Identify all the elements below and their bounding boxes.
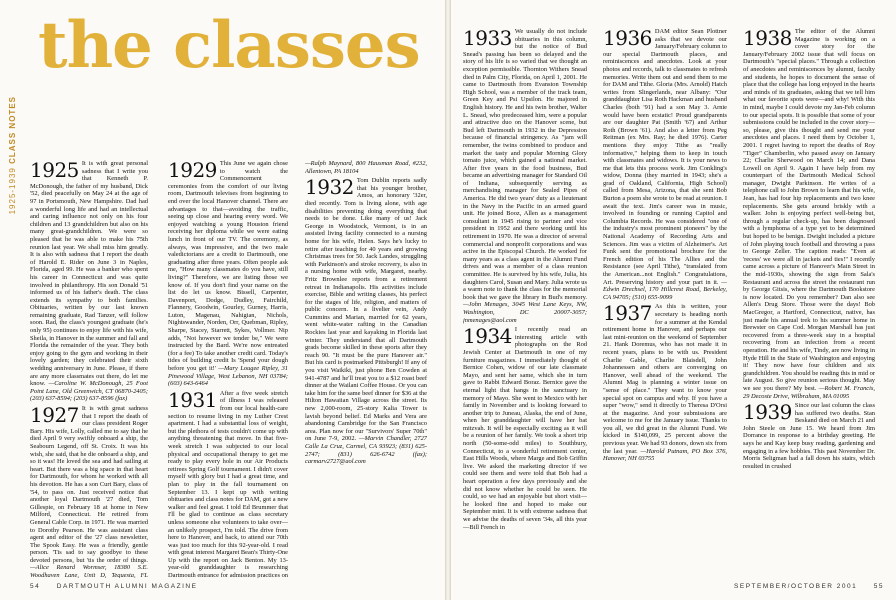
left-column-2 <box>168 160 288 578</box>
class-note-text: As this is written, your secretary is heading north for a summer at the Kendal retirement home in Hanover, and perhaps our last mini-reunion on the weekend of September 21. Hank Doremus, who has not made it in recent years, plans to be with us. President Charlie Gable, Charlie Blaisdell, John Johannessen and others are converging on Hanover, well ahead of the weekend. The Alumni Mag is planning a winter issue on "sense of place." They want to know your special spot on campus and why. If you have a super "wow," send it directly to Theresa D'Orsi at the magazine. And your submissions are welcome to me for the January issue. Thanks to you all, we did great in the Alumni Fund. We kicked in $140,099, 25 percent above the previous year. We had 93 donors, down six from the last year. <box>603 303 727 455</box>
right-footer <box>734 583 884 590</box>
class-note-signature: —Mary Lougee Ripley, 31 Pinewood Village, West Lebanon, NH 03784; (603) 643-6464 <box>168 365 288 388</box>
class-note-text: Since our last column the class has suffered two deaths. Stan Beskand died on March 21 and John Steele on June 15. We heard from Jim Dorrance in response to a birthday greeting. He says he and Kay keep busy reading, gardening and engaging in a few hobbies. This past November Dr. Morris Seligman had a fall down his stairs, which resulted in crushed <box>743 402 875 470</box>
left-column-1 <box>30 160 148 578</box>
class-note-text: Tom Dublin reports sadly that his younger brother, Amos, an honorary '32er, died recently. Tom is living alone, with age disabilities preventing doing everything that needs to be done. Like many of us! Jack George in Woodstock, Vermont, is in an assisted living facility connected to a nursing home for his wife, Helen. Says he's lucky to retire after teaching for 40 years and growing Christmas trees for 50. Jack Landes, struggling with Parkinson's and stroke recovery, is also in a nursing home with wife, Margaret, nearby. Fritz Brownlee reports from a retirement retreat in Indianapolis. His activities include exercise, Bible and writing classes, his perfect for the stages of life, religion, and matters of public concern. In a livelier vein, Andy Cummins and Marian, married for 62 years, went white-water rafting in the Canadian Rockies last year and kayaking in Florida last winter. They understand that all Dartmouth grads become skilled in these sports after they reach 90. "It must be the pure Hanover air." But his card is postmarked Pittsburgh! If any of you visit Waikiki, just phone Ben Cowden at 941-4787 and he'll treat you to a $12 roast beef dinner at the Wailani Coffee House. Or you can take him for the same beef dinner for $36 at the Hilton Hawaiian Village across the street. Its new 2,000-room, 25-story Kalia Tower is lavish beyond belief. Ed Marks and Vera are abandoning Cambridge for the San Francisco area. Plan now for our "Survivors' Super 70th" on June 7-9, 2002. <box>305 177 427 443</box>
class-note-1933 <box>463 28 587 324</box>
class-note-text: I recently read an interesting article with photographs on the Rod Jewish Center at Dartmouth in one of my furniture magazines. I immediately thought of Bernice Cohen, widow of our late classmate Mayo, and sent her same, which she in turn gave to Rabbi Edward Boraz. Bernice gave the eternal light that hangs in the sanctuary in memory of Mayo. She went to Mexico with her family in November and is looking forward to another trip to Juneau, Alaska, the end of June, when her granddaughter will have her bat mitzvah. It will be especially exciting as it will be a reunion of her family. We took a short trip north (50-some-odd miles) to Southbury, Connecticut, to a wonderful retirement center, East Hills Woods, where Marge and Bob Griffin live. We asked the marketing director if we could see them and were told that Bob had a heart operation a few days previously and she did not know whether he could be seen. He could, so we had an enjoyable but short visit—he looked fine and hoped to make our September mini. It is with extreme sadness that we advise the deaths of seven '34s, all this year—Bill French in <box>463 326 587 531</box>
class-note-text: The editor of the Alumni Magazine is working on a cover story for the January/February 2002 issue that will focus on Dartmouth's "special places." Through a collection of anecdotes and reminiscences by alumni, faculty and students, he hopes to document the sense of place that the college has long enjoyed in the hearts and minds of its graduates, asking that we tell him what our favorite spots were—and why! With this in mind, maybe I could devote my Jan-Feb column to our special spots. It is possible that some of your submissions could be included in the cover story—so, please, give this thought and send me your anecdotes and places. I need them by October 1, 2001. I regret having to report the deaths of Roy "Tiger" Chamberlin, who passed away on January 22; Charlie Sherwood on March 14; and Dana Lowell on April 9. Again I have help from my counterpart of the Dartmouth Medical School manager, Dwight Parkinson. He writes of a telephone call to John Brown to learn that his wife, Jean, has had four hip replacements and two knee replacements. She gets around briskly with a walker. John is enjoying perfect well-being but, through a regular check-up, has been diagnosed with a lymphoma of a type yet to be determined but hoped to be benign. Dwight included a picture of John playing touch football and throwing a pass to George Zeller. The caption reads: "Even at 'recess' we were all in jackets and ties!" I recently came across a picture of Hanover's Main Street in the mid-1930s, showing the sign from Sala's Restaurant and across the street the restaurant run by George Gitsis, where the Dartmouth Bookstore is now located. Do you remember? Dan also see Allen's Drug Store. Those were the days! Bob MacGregor, a Hartford, Connecticut, native, has just made his annual trek to his summer home in Brewster on Cape Cod. Morgan Marshall has just recovered from a three-week stay in a hospital recovering from an infection from a recent operation. He and his wife, Tindy, are now living in Hyde Hill in the State of Washington and enjoying it! They now have four children and six grandchildren. You should be reading this in mid or late August. So give reunion serious thought. May we see you there? My best. <box>743 28 875 392</box>
class-note-text: It is with great personal sadness that I write you that Kenneth P. McDonough, the father of my husband, Dick '52, died peacefully on May 24 at the age of 97 in Portsmouth, New Hampshire. Dad had a wonderful long life and had an intellectual and caring influence not only on his four children and 13 grandchildren but also on his many great-grandchildren. We were so pleased that he was able to make his 75th reunion last year. We shall miss him greatly. It is also with sadness that I report the death of Harold E. Rider on June 3 in Naples, Florida, aged 99. He was a banker who spent his career in Connecticut and was quite involved in philanthropy. His son Donald '51 informed us of his father's death. The class extends its sympathy to both families. Obituaries, written by our last known remaining graduate, Rad Tanzer, will follow soon. Rad, the class's youngest graduate (he's only 95) continues to enjoy life with his wife, Sheila, in Hanover in the summer and fall and Florida the remainder of the year. They both enjoy going to the gym and working in their lovely garden; they celebrated their sixth wedding anniversary in June. Please, if there are any more classmates out there, do let me know. <box>30 160 148 388</box>
class-year: 1932 <box>305 175 354 200</box>
class-note-signature: —Harold Putnam, PO Box 376, Hanover, NH 03755 <box>603 447 727 463</box>
right-page <box>451 0 896 600</box>
class-year: 1925 <box>30 160 79 182</box>
class-note-text: We usually do not include obituaries in this column, but the notice of Bud Snead's passing has been so delayed and the story of his life is so varied that we thought an exception permissible. Thornton Withers Snead died in Palm City, Florida, on April 1, 2001. He came to Dartmouth from Evanston Township High School, was a member of the track team, Green Key and Psi Upsilon. He majored in English history. He and his twin brother, Walter L. Snead, who predeceased him, were a popular and attractive duo on the Hanover scene, but Bud left Dartmouth in 1932 in the Depression because of financial stringency. As "jam will remember, the twins combined to produce and market the tasty and popular Morning Glory tomato juice, which gained a national market. After five years in the food business, Bud became an advertising manager for Standard Oil of Indiana, subsequently serving as merchandising manager for Sealed Pipes of America. He did two years' duty as a lieutenant in the Navy in the Pacific in an armed guard unit. He joined Booz, Allen as a management consultant in 1945 rising to partner and vice president in 1952 and there working until his retirement in 1970. He was a director of several commercial and nonprofit corporations and was active in the Episcopal Church. He worked for many years as a class agent in the Alumni Fund drives and was a member of a class reunion committee. He is survived by his wife, Julia, his daughters Carol, Susan and Mary. Julia wrote us a warm note to thank the class for the memorial book that we gave the library in Bud's memory. <box>463 28 587 301</box>
class-note-signature: —Ralph Maynard, 800 Hausman Road, #232, Allentown, PA 18104 <box>305 160 427 175</box>
side-label-years: 1925-1939 <box>8 167 17 215</box>
class-year: 1938 <box>743 28 792 50</box>
section-title: the classes <box>38 8 420 83</box>
class-note-signature: —John Menages, 3045 West Lane Keys, NW, Washington, DC 20007-3057; jnmenages@aol.com <box>463 301 587 324</box>
class-note-1931 <box>168 387 288 578</box>
magazine-name: DARTMOUTH ALUMNI MAGAZINE <box>56 583 198 590</box>
class-year: 1929 <box>168 160 217 182</box>
class-note-text: This June we again chose to watch the Commencement ceremonies from the comfort of our living room, Dartmouth televises from beginning to end over the local Hanover channel. There are advantages to that—avoiding the traffic, seeing up close and hearing every word. We enjoyed watching a young Houston friend receiving her diploma while we were eating lunch in front of our TV. The ceremony, as always, was impressive, and the two male valedictorians are a credit to Dartmouth, one graduating after three years. Often people ask me, "How many classmates do you have, still living?" Therefore, we are listing those we know of. If you don't find your name on the list do let us know. Bissell, Carpenter, Davenport, Dodge, Dudley, Fairchild, Flannery, Goodwin, Gourley, Gurney, Harris, Luton, Magenau, Nahigian, Nichols, Nightswander, Norden, Orr, Quebman, Ripley, Sharpe, Stacey, Starrett, Sykes, Vollmer. Nip adds, "Not however we tender be," We were instructed by the Bard. We're now entreated (for a fee) To take another credit card. Today's tides of building credit Is 'Spend your dough before you get it!' <box>168 160 288 373</box>
class-note-1931-cont <box>305 160 427 175</box>
class-year: 1936 <box>603 28 652 50</box>
class-note-text: After a five week stretch of illness I was released from our local health-care section to resume living in my Luther Crest apartment. I had a substantial loss of weight, but the plethora of tests couldn't come up with anything threatening that move. In that five-week stretch I was subjected to our local physical and occupational therapy to get me ready to play every hole in our Air Products retirees Spring Golf tournament. I didn't cover myself with glory but I had a great time, and plan to play in the fall tournament on September 13. I kept up with writing obituaries and class notes for DAM, got a new walker and feel great. I told Ed Brummer that I'll be glad to continue as class secretary unless someone else volunteers to take over—an unlikely prospect, I'm told. The drive from here to Hanover, and back, to attend our 70th was just too much for this 92-year-old. I read with great interest Margaret Bean's Thirty-One Up with the report on Jack Benton. My 13-year-old granddaughter is researching Dartmouth entrance for admission practices on <box>168 389 288 578</box>
class-note-1938 <box>743 28 875 400</box>
class-year: 1933 <box>463 28 512 50</box>
side-label <box>8 96 17 214</box>
left-column-3 <box>305 160 427 578</box>
class-year: 1939 <box>743 400 792 425</box>
right-column-3 <box>743 28 875 578</box>
class-note-signature: —Marvin Chandler, 2727 Calle La Cruz, Carmel, CA 93923; (831) 625-2747; (831) 626-6742 (fax); carmarv2727@aol.com <box>305 435 427 466</box>
left-footer <box>30 583 197 590</box>
left-page <box>0 0 445 600</box>
page-number: 54 <box>30 583 41 590</box>
class-note-1929 <box>168 160 288 388</box>
class-note-1927 <box>30 405 148 578</box>
class-year: 1931 <box>168 387 217 412</box>
class-note-1936 <box>603 28 727 301</box>
class-note-1937 <box>603 303 727 462</box>
page-number: 55 <box>873 583 884 590</box>
class-year: 1934 <box>463 324 512 349</box>
class-note-signature: —Edwin Drechsel, 170 Hillcrest Road, Berkeley, CA 94705; (510) 655-9099 <box>603 278 727 301</box>
class-year: 1927 <box>30 403 79 427</box>
side-label-section: CLASS NOTES <box>8 96 17 164</box>
class-year: 1937 <box>603 301 652 326</box>
class-note-1934 <box>463 326 587 531</box>
class-note-1939 <box>743 402 875 470</box>
right-column-1 <box>463 28 587 578</box>
class-note-text: It is with great sadness that I report the death of our class president Roger Bary. His wife, Lolly, called me to say that he died April 9 very swiftly onboard a ship, the Seabourn Legend, off St. Croix. It was his wish, she said, that he die onboard a ship, and so it was! He loved the sea and had sailing at heart. But there was a big space in that heart for Dartmouth, for whom he worked with all his devotion. He has a son Curt Bary, class of '54, to pass on. Just received notice that another loyal Dartmouth '27 died, Tom Gillespie, on February 18 at home in New Milford, Connecticut. He retired from General Cable Corp. in 1971. He was married to Dorothy Pearson. He was assistant class agent and editor of the '27 class newsletter, The Spook Easy. He was a friendly, gentle person. 'Tis sad to say goodbye to these devoted persons, but 'tis the order of things. <box>30 405 148 564</box>
class-note-signature: —Caroline W. McDonough, 25 Foot Point Lane, Old Greenwich, CT 06870-2405; (203) 637-8594; (203) 637-8596 (fax) <box>30 380 148 403</box>
class-note-1932 <box>305 177 427 466</box>
issue-date: SEPTEMBER/OCTOBER 2001 <box>734 583 858 590</box>
class-note-signature: —Alice Renard Wormser, 18380 S.E. Woodhaven Lane, Unit D, Tequesta, FL <box>30 564 148 578</box>
class-note-signature: —Robert M. Francis, 29 Decoste Drive, Wilbraham, MA 01095 <box>743 384 875 400</box>
class-note-text: DAM editor Sean Plottner asks that we devote our January/February column to our special Dartmouth places, and reminiscences and anecdotes. Look at your photos and records, talk to classmates to refresh memories. Write them out and send them to me for DAM and Tithe. Gloria (Mrs. Arnold) Hatch writes from Slingerlands, near Albany: "Our granddaughter Lisa Roth Hackman and husband Charles (both '91) had a son May 3. Arnie would have been ecstatic! Proud grandparents are our daughter Pat (Smith '67) and Arthur Roth (Brown '61). And also a letter from Peg Reitman (ex Mrs. Ray; he died 1976). Carter mentions they enjoy Tithe as "really informative," helping them to keep in touch with classmates and widows. It is your news to me that lets this process work. Jim Conkling's widow, Donna (they married in 1943; she's a grad of Oakland, California, High School) called from Mesa, Arizona, that she sent Bob Burton a poem she wrote to be read at reunion. I await the text. Jim's career was in music, involved in founding or running Capitol and Columbia Records. He was considered "one of the industry's most prominent pioneers" by the National Academy of Recording Arts and Sciences. Jim was a victim of Alzheimer's. Art Funk sent the promotional brochure for the French edition of his The Allies and the Resistance (see April Tithe), "translated from the American...not English." Congratulations, Art. Preserving history and your part in it. <box>603 28 727 286</box>
right-column-2 <box>603 28 727 578</box>
class-note-1925 <box>30 160 148 403</box>
